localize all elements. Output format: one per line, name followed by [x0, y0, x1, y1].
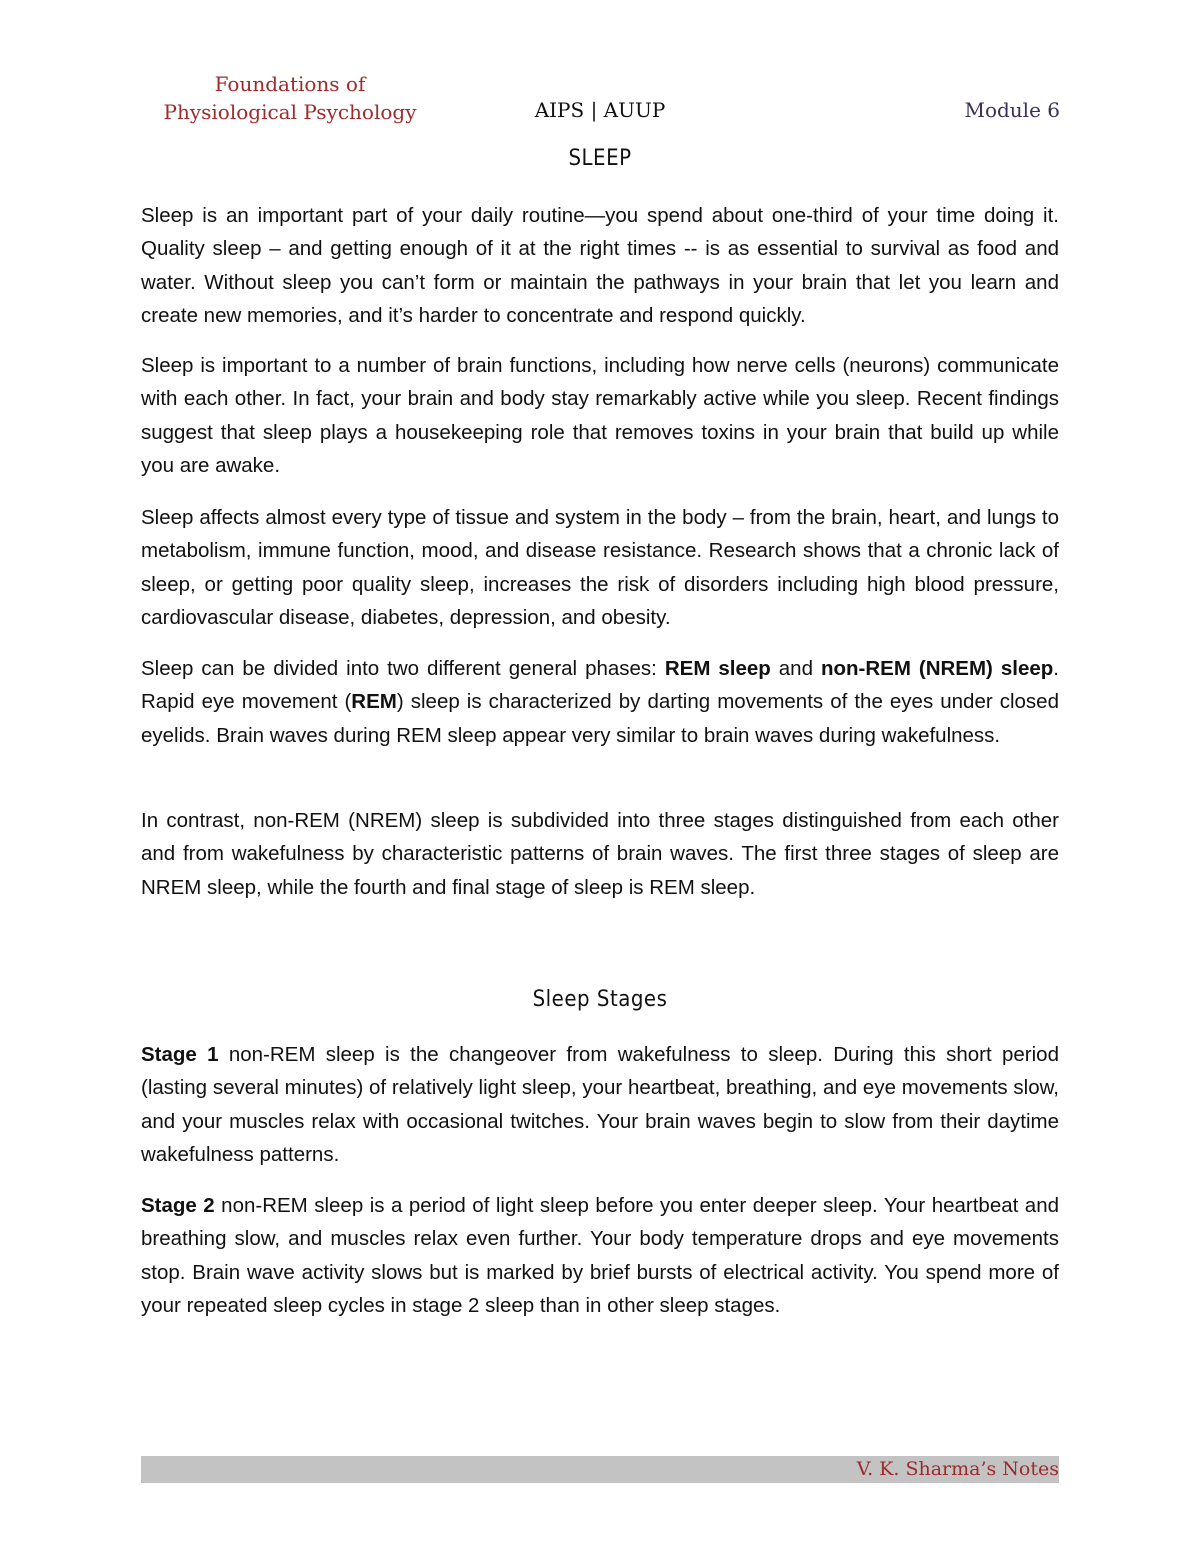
stage-2-label: Stage 2 — [141, 1194, 215, 1217]
paragraph-nrem-contrast: In contrast, non-REM (NREM) sleep is subdivided into three stages distinguished from each other and from wakefulness by characteristic patterns of brain waves. The first three stages of sleep are NREM sleep, while the fourth and final stage of sleep is REM sleep. — [141, 809, 1059, 899]
paragraph-brain-functions: Sleep is important to a number of brain functions, including how nerve cells (neurons) communicate with each other. In fact, your brain and body stay remarkably active while you sleep. Recent findings suggest that sleep plays a housekeeping role that removes toxins in your brain that build up while you are awake. — [141, 354, 1059, 477]
section-title-sleep-stages: Sleep Stages — [532, 987, 668, 1012]
paragraph-stage-2: Stage 2 non-REM sleep is a period of light sleep before you enter deeper sleep. Your heartbeat and breathing slow, and muscles relax even further. Your body temperature drops and eye movements stop. Brain wave activity slows but is marked by brief bursts of electrical activity. You spend more of your repeated sleep cycles in stage 2 sleep than in other sleep stages. — [141, 1194, 1059, 1317]
term-rem-sleep: REM sleep — [664, 657, 771, 680]
paragraph-stage-1: Stage 1 non-REM sleep is the changeover from wakefulness to sleep. During this short period (lasting several minutes) of relatively light sleep, your heartbeat, breathing, and eye movements slow, and your muscles relax with occasional twitches. Your brain waves begin to slow from their daytime wakefulness patterns. — [141, 1043, 1059, 1166]
footer-author-notes: V. K. Sharma’s Notes — [856, 1458, 1059, 1480]
paragraph-sleep-phases: Sleep can be divided into two different general phases: REM sleep and non-REM (NREM) sleep. Rapid eye movement (REM) sleep is characterized by darting movements of the eyes under closed eyelids. Brain waves during REM sleep appear very similar to brain waves during wakefulness. — [141, 657, 1059, 747]
footer-bar — [141, 1456, 1059, 1483]
paragraph-sleep-effects: Sleep affects almost every type of tissue and system in the body – from the brain, heart, and lungs to metabolism, immune function, mood, and disease resistance. Research shows that a chronic lack of sleep, or getting poor quality sleep, increases the risk of disorders including high blood pressure, cardiovascular disease, diabetes, depression, and obesity. — [141, 506, 1059, 629]
paragraph-sleep-intro: Sleep is an important part of your daily routine—you spend about one-third of your time doing it. Quality sleep – and getting enough of it at the right times -- is as essential to survival as food and water. Without sleep you can’t form or maintain the pathways in your brain that let you learn and create new memories, and it’s harder to concentrate and respond quickly. — [141, 204, 1059, 327]
course-title — [140, 70, 440, 126]
course-title-line1: Foundations of — [214, 72, 366, 96]
stage-1-label: Stage 1 — [141, 1043, 219, 1066]
term-rem: REM — [351, 690, 397, 714]
section-title-sleep: SLEEP — [568, 146, 632, 171]
institution-label: AIPS | AUUP — [534, 98, 666, 122]
term-nrem-sleep: non-REM (NREM) sleep — [820, 657, 1054, 680]
course-title-line2: Physiological Psychology — [163, 100, 417, 124]
module-label: Module 6 — [964, 98, 1060, 122]
